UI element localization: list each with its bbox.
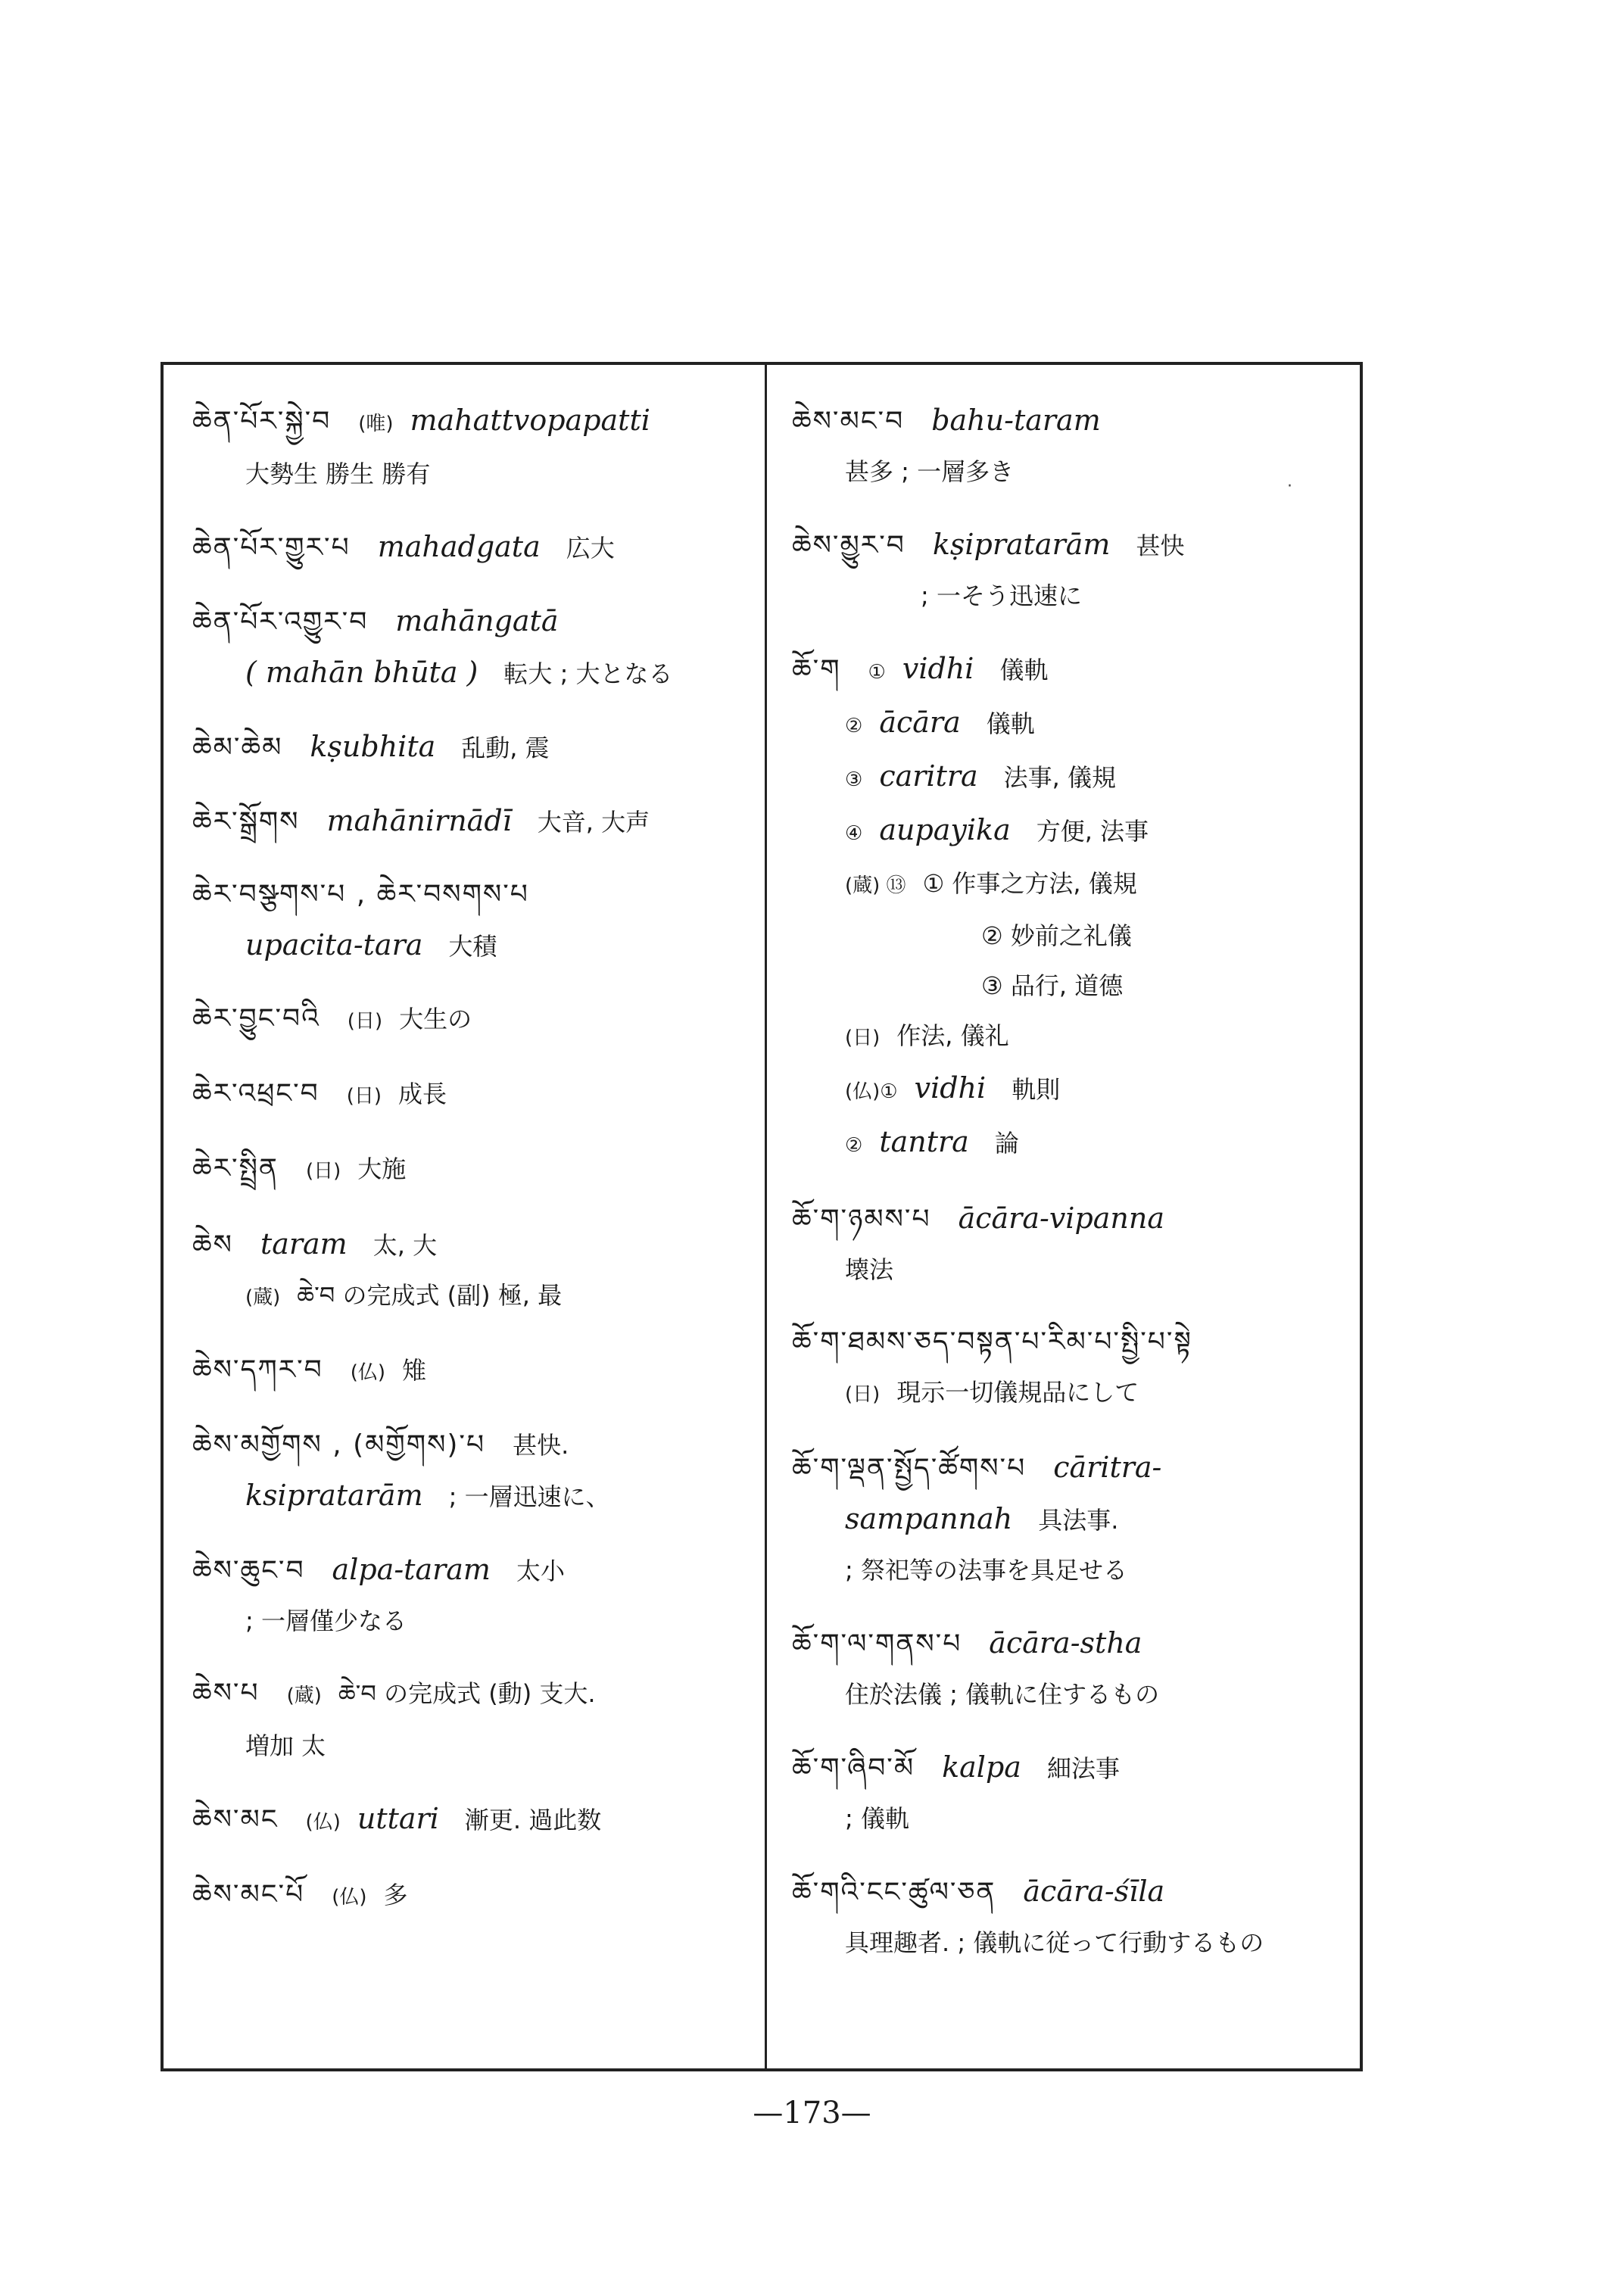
- grammar-tag: (日): [347, 1010, 383, 1033]
- tibetan-headword: ཆེར་སྒྲོགས: [192, 806, 300, 837]
- entry-line: [192, 1144, 753, 1196]
- grammar-tag: (日): [845, 1027, 881, 1049]
- entry-line: [192, 796, 753, 847]
- left-column: [192, 395, 753, 1945]
- entry-line: [192, 596, 753, 647]
- tibetan-headword: ཆེས་མགྱོགས , (མགྱོགས)་པ: [192, 1429, 486, 1460]
- grammar-tag: ①: [868, 661, 886, 684]
- sanskrit-term: mahattvopapatti: [410, 404, 650, 437]
- entry-line: [792, 961, 1352, 1011]
- japanese-gloss: 大施: [357, 1155, 407, 1183]
- japanese-gloss: 現示一切儀規品にして: [896, 1378, 1139, 1407]
- sanskrit-term: ācāra: [879, 706, 961, 739]
- entry-line: [792, 1918, 1352, 1968]
- entry-line: [792, 1117, 1352, 1170]
- sanskrit-term: kṣipratarām: [932, 528, 1111, 561]
- tibetan-headword: ཆེན་པོར་གྱུར་པ: [192, 532, 351, 563]
- entry-line: [792, 644, 1352, 697]
- tibetan-headword: ཆེན་པོར་སྐྱེ་བ: [192, 406, 332, 437]
- dictionary-entry: [192, 1219, 753, 1323]
- entry-line: [192, 1219, 753, 1270]
- sanskrit-term: aupayika: [879, 813, 1011, 846]
- tibetan-headword: ཆེས་མང: [192, 1804, 279, 1835]
- grammar-tag: (蔵): [286, 1685, 322, 1707]
- dictionary-entry: [192, 796, 753, 847]
- page-frame: [161, 362, 1363, 2071]
- entry-line: [792, 1245, 1352, 1295]
- sanskrit-term: ācāra-śīla: [1023, 1875, 1165, 1908]
- japanese-gloss: 儀軌: [986, 709, 1035, 738]
- entry-line: [792, 1742, 1352, 1794]
- japanese-gloss: 大生の: [399, 1005, 472, 1033]
- japanese-gloss: 論: [994, 1129, 1019, 1158]
- dictionary-entry: [192, 596, 753, 699]
- japanese-gloss: 住於法儀 ; 儀軌に住するもの: [845, 1680, 1160, 1709]
- entry-line: [792, 911, 1352, 961]
- sanskrit-term: tantra: [879, 1125, 969, 1158]
- japanese-gloss: ② 妙前之礼儀: [981, 921, 1132, 950]
- grammar-tag: (日): [845, 1383, 881, 1406]
- entry-line: [192, 1345, 753, 1398]
- tibetan-headword: ཆེས་མྱུར་བ: [792, 530, 906, 561]
- japanese-gloss: 雉: [402, 1356, 427, 1385]
- entry-line: [192, 449, 753, 499]
- sanskrit-term: ācāra-stha: [989, 1626, 1142, 1660]
- grammar-tag: ④: [845, 822, 863, 845]
- dictionary-entry: [192, 1794, 753, 1847]
- page-number: —173—: [753, 2096, 871, 2130]
- entry-line: [792, 1794, 1352, 1844]
- japanese-gloss: ; 一層迅速に、: [448, 1482, 610, 1511]
- japanese-gloss: ཆེ་བ の完成式 (副) 極, 最: [297, 1281, 563, 1310]
- japanese-gloss: 法事, 儀規: [1003, 763, 1117, 792]
- tibetan-headword: ཆེར་བྱུང་བའི: [192, 1003, 320, 1034]
- japanese-gloss: ; 儀軌: [845, 1804, 909, 1833]
- dictionary-entry: [192, 395, 753, 499]
- entry-line: [792, 571, 1352, 621]
- tibetan-headword: ཆེར་བསྩགས་པ , ཆེར་བསགས་པ: [192, 879, 529, 910]
- sanskrit-term: kṣubhita: [310, 730, 436, 763]
- sanskrit-term: vidhi: [914, 1071, 987, 1105]
- japanese-gloss: 方便, 法事: [1036, 817, 1149, 846]
- tibetan-headword: ཆེར་འཕྲང་བ: [192, 1078, 320, 1109]
- entry-line: [792, 751, 1352, 805]
- japanese-gloss: 具法事.: [1038, 1506, 1119, 1535]
- entry-line: [792, 395, 1352, 447]
- japanese-gloss: 大勢生 勝生 勝有: [245, 460, 431, 488]
- entry-line: [192, 920, 753, 971]
- tibetan-headword: ཆེས་པ: [192, 1678, 260, 1709]
- sanskrit-term: uttari: [357, 1802, 439, 1835]
- entry-line: [792, 519, 1352, 571]
- tibetan-headword: ཆོ་ག་ཉམས་པ: [792, 1204, 931, 1235]
- entry-line: [192, 1470, 753, 1522]
- dictionary-entry: [792, 395, 1352, 497]
- japanese-gloss: 大積: [448, 932, 497, 961]
- entry-line: [792, 697, 1352, 751]
- entry-line: [792, 1866, 1352, 1918]
- grammar-tag: (蔵): [245, 1286, 281, 1309]
- dictionary-entry: [792, 1618, 1352, 1719]
- entry-line: [192, 1420, 753, 1470]
- entry-line: [192, 522, 753, 573]
- entry-line: [792, 805, 1352, 859]
- dictionary-entry: [192, 1669, 753, 1771]
- dictionary-entry: [192, 1069, 753, 1121]
- japanese-gloss: ③ 品行, 道德: [981, 971, 1124, 1000]
- entry-line: [192, 722, 753, 773]
- entry-line: [192, 1544, 753, 1596]
- japanese-gloss: 成長: [398, 1080, 447, 1108]
- tibetan-headword: ཆེས་ཆུང་བ: [192, 1555, 305, 1586]
- entry-line: [792, 1367, 1352, 1420]
- entry-line: [192, 1721, 753, 1771]
- japanese-gloss: ; 一層僅少なる: [245, 1607, 407, 1635]
- tibetan-headword: ཆོ་ག་ཐམས་ཅད་བསྟན་པ་རིམ་པ་སྤྱི་པ་སྟེ: [792, 1326, 1192, 1357]
- sanskrit-term: ( mahān bhūta ): [245, 656, 478, 689]
- japanese-gloss: 大音, 大声: [537, 808, 650, 837]
- dictionary-entry: [792, 644, 1352, 1170]
- dictionary-entry: [792, 1866, 1352, 1968]
- entry-line: [792, 447, 1352, 497]
- japanese-gloss: 漸更. 過此数: [464, 1806, 602, 1834]
- sanskrit-term: mahāngatā: [395, 604, 559, 637]
- sanskrit-term: cāritra-: [1053, 1451, 1162, 1484]
- entry-line: [792, 1193, 1352, 1245]
- japanese-gloss: 儀軌: [999, 656, 1049, 684]
- dictionary-entry: [792, 1193, 1352, 1295]
- tibetan-headword: ཆོ་ག་ཞིབ་མོ: [792, 1753, 915, 1784]
- japanese-gloss: ; 祭祀等の法事を具足せる: [845, 1556, 1127, 1585]
- dictionary-entry: [792, 1742, 1352, 1844]
- japanese-gloss: 軌則: [1011, 1075, 1061, 1104]
- dictionary-entry: [192, 1870, 753, 1922]
- tibetan-headword: ཆོ་གའི་ངང་ཚུལ་ཅན: [792, 1877, 996, 1908]
- dictionary-entry: [192, 1420, 753, 1522]
- tibetan-headword: ཆོ་ག་ལ་གནས་པ: [792, 1629, 962, 1660]
- grammar-tag: (日): [346, 1085, 382, 1108]
- japanese-gloss: 多: [383, 1881, 408, 1909]
- dictionary-entry: [192, 1544, 753, 1646]
- entry-line: [792, 1442, 1352, 1494]
- dictionary-entry: [792, 1442, 1352, 1595]
- dictionary-entry: [192, 1144, 753, 1196]
- grammar-tag: ②: [845, 1134, 863, 1157]
- japanese-gloss: ① 作事之方法, 儀規: [922, 869, 1137, 898]
- entry-line: [792, 1545, 1352, 1595]
- entry-line: [792, 859, 1352, 911]
- entry-line: [192, 1596, 753, 1646]
- entry-line: [192, 1870, 753, 1922]
- entry-line: [792, 1317, 1352, 1367]
- dictionary-entry: [192, 1345, 753, 1398]
- sanskrit-term: alpa-taram: [332, 1553, 491, 1586]
- japanese-gloss: ཆེ་བ の完成式 (動) 支大.: [338, 1679, 596, 1708]
- grammar-tag: (日): [305, 1160, 341, 1183]
- japanese-gloss: 太, 大: [372, 1231, 438, 1260]
- tibetan-headword: ཆེས་མང་བ: [792, 406, 905, 437]
- dictionary-entry: [192, 994, 753, 1046]
- entry-line: [792, 1618, 1352, 1669]
- japanese-gloss: 甚快.: [513, 1431, 569, 1460]
- japanese-gloss: 壊法: [845, 1255, 894, 1284]
- japanese-gloss: 作法, 儀礼: [896, 1021, 1009, 1050]
- tibetan-headword: ཆོ་ག་ལྡན་སྤྱོད་ཚོགས་པ: [792, 1453, 1027, 1484]
- sanskrit-term: bahu-taram: [931, 404, 1101, 437]
- grammar-tag: (唯): [358, 413, 394, 435]
- sanskrit-term: ksipratarām: [245, 1479, 423, 1512]
- entry-line: [792, 1494, 1352, 1545]
- sanskrit-term: upacita-tara: [245, 928, 423, 962]
- entry-line: [792, 1669, 1352, 1719]
- grammar-tag: ②: [845, 715, 863, 737]
- grammar-tag: (仏): [305, 1811, 341, 1834]
- tibetan-headword: ཆེམ་ཆེམ: [192, 732, 283, 763]
- scan-dot: ·: [1287, 477, 1292, 496]
- entry-line: [792, 1063, 1352, 1117]
- tibetan-headword: ཆེས: [192, 1230, 233, 1261]
- entry-line: [192, 1069, 753, 1121]
- japanese-gloss: 太小: [516, 1557, 565, 1585]
- grammar-tag: (仏): [332, 1886, 367, 1909]
- right-column: [792, 395, 1352, 1990]
- sanskrit-term: sampannah: [845, 1502, 1013, 1535]
- entry-line: [192, 647, 753, 699]
- grammar-tag: ③: [845, 768, 863, 791]
- entry-line: [192, 1669, 753, 1721]
- entry-line: [192, 395, 753, 449]
- sanskrit-term: mahadgata: [377, 530, 541, 563]
- tibetan-headword: ཆེས་དཀར་བ: [192, 1354, 323, 1385]
- tibetan-headword: ཆོ་ག: [792, 654, 841, 685]
- dictionary-entry: [192, 870, 753, 971]
- tibetan-headword: ཆེས་མང་པོ: [192, 1879, 305, 1910]
- sanskrit-term: mahānirnādī: [326, 804, 512, 837]
- grammar-tag: (蔵) ⑬: [845, 874, 906, 897]
- tibetan-headword: ཆེན་པོར་འགྱུར་བ: [192, 606, 369, 637]
- japanese-gloss: 甚快: [1136, 531, 1185, 560]
- entry-line: [192, 994, 753, 1046]
- japanese-gloss: 具理趣者. ; 儀軌に従って行動するもの: [845, 1928, 1264, 1957]
- sanskrit-term: kalpa: [942, 1750, 1021, 1784]
- japanese-gloss: 甚多 ; 一層多き: [845, 457, 1015, 486]
- dictionary-entry: [192, 722, 753, 773]
- sanskrit-term: ācāra-vipanna: [958, 1202, 1165, 1235]
- japanese-gloss: 広大: [566, 534, 615, 563]
- entry-line: [192, 1270, 753, 1323]
- column-divider: [765, 365, 767, 2068]
- sanskrit-term: caritra: [879, 759, 978, 793]
- japanese-gloss: 転大 ; 大となる: [503, 659, 673, 688]
- japanese-gloss: 増加 太: [245, 1731, 326, 1760]
- japanese-gloss: ; 一そう迅速に: [921, 581, 1082, 610]
- tibetan-headword: ཆེར་སྤྲིན: [192, 1153, 279, 1184]
- dictionary-entry: [792, 1317, 1352, 1420]
- grammar-tag: (仏): [350, 1361, 386, 1384]
- dictionary-entry: [792, 519, 1352, 621]
- grammar-tag: (仏)①: [845, 1080, 898, 1103]
- sanskrit-term: taram: [260, 1227, 348, 1261]
- japanese-gloss: 乱動, 震: [461, 734, 550, 762]
- entry-line: [792, 1011, 1352, 1063]
- dictionary-entry: [192, 522, 753, 573]
- entry-line: [192, 1794, 753, 1847]
- sanskrit-term: vidhi: [902, 652, 974, 685]
- entry-line: [192, 870, 753, 920]
- japanese-gloss: 細法事: [1046, 1754, 1120, 1783]
